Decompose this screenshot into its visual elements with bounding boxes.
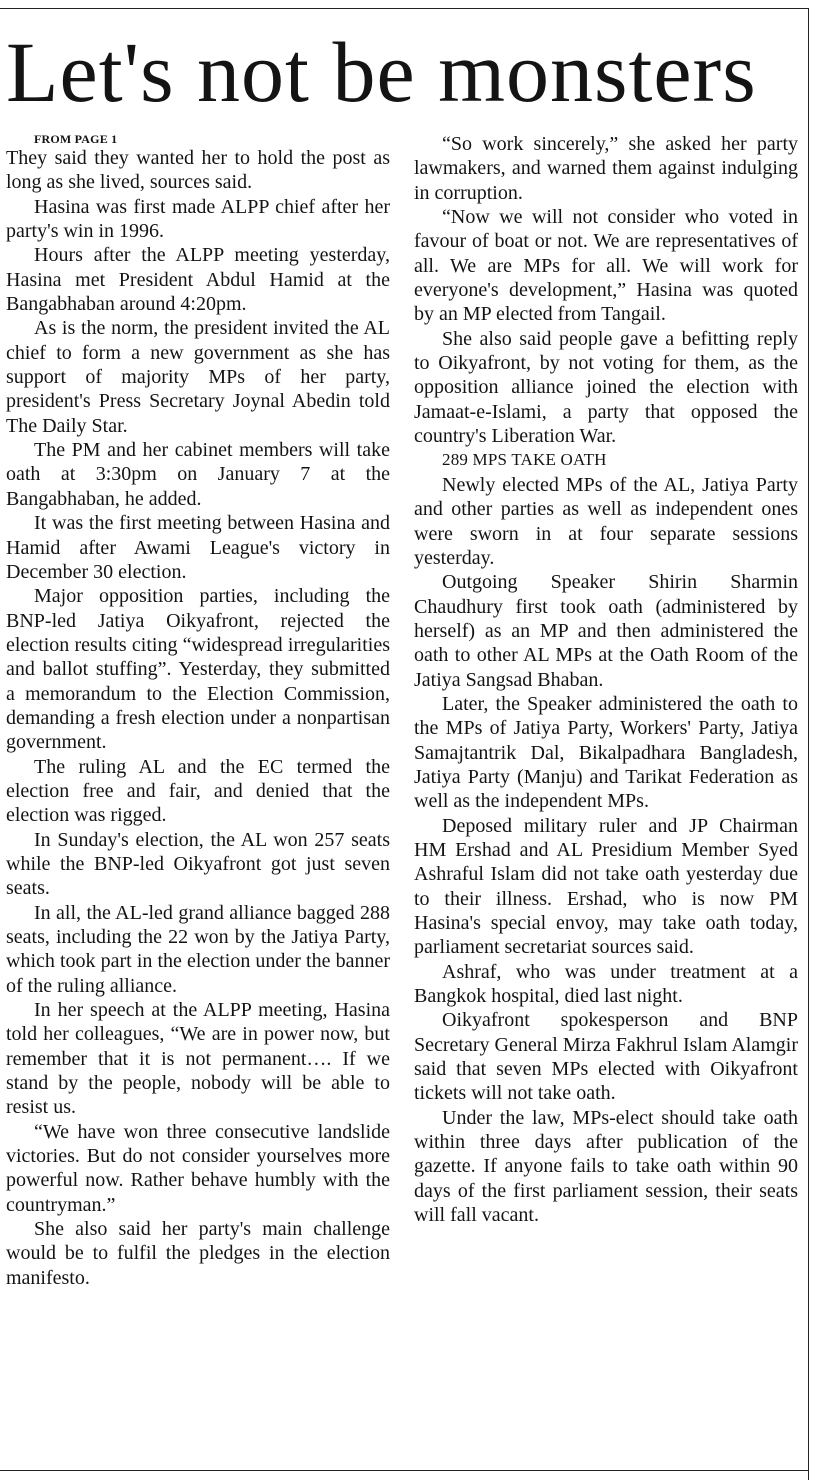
- paragraph: It was the first meeting between Hasina and Hamid after Awami League's victory in December 30 election.: [6, 512, 390, 583]
- subhead: 289 MPS TAKE OATH: [442, 450, 607, 470]
- paragraph: Ashraf, who was under treatment at a Bangkok hospital, died last night.: [414, 960, 798, 1008]
- paragraph: Newly elected MPs of the AL, Jatiya Party and other parties as well as independent ones were sworn in at four separate sessions yesterday.: [414, 473, 798, 569]
- paragraph: In all, the AL-led grand alliance bagged 288 seats, including the 22 won by the Jatiya Party, which took part in the election under the banner of the ruling alliance.: [6, 901, 390, 997]
- bottom-rule: [0, 1470, 808, 1471]
- kicker: FROM PAGE 1: [34, 132, 118, 146]
- paragraph: Major opposition parties, including the BNP-led Jatiya Oikyafront, rejected the election results citing “widespread irregularities and ballot stuffing”. Yesterday, they submitted a memorandum to the Election Commission, demanding a fresh election under a nonpartisan government.: [6, 585, 390, 754]
- paragraph: “So work sincerely,” she asked her party lawmakers, and warned them against indulging in corruption.: [414, 133, 798, 204]
- paragraph: She also said people gave a befitting reply to Oikyafront, by not voting for them, as the opposition alliance joined the election with Jamaat-e-Islami, a party that opposed the country's Liberation War.: [414, 327, 798, 448]
- paragraph: “Now we will not consider who voted in favour of boat or not. We are representatives of all. We are MPs for all. We will work for everyone's development,” Hasina was quoted by an MP elected from Tangail.: [414, 206, 798, 326]
- left-column: [6, 132, 390, 1290]
- top-rule: [0, 8, 808, 9]
- paragraph: Outgoing Speaker Shirin Sharmin Chaudhury first took oath (administered by herself) as an MP and then administered the oath to other AL MPs at the Oath Room of the Jatiya Sangsad Bhaban.: [414, 571, 798, 691]
- paragraph: As is the norm, the president invited the AL chief to form a new government as she has support of majority MPs of her party, president's Press Secretary Joynal Abedin told The Daily Star.: [6, 317, 390, 437]
- paragraph: Deposed military ruler and JP Chairman HM Ershad and AL Presidium Member Syed Ashraful Islam did not take oath yesterday due to their illness. Ershad, who is now PM Hasina's special envoy, may take oath today, parliament secretariat sources said.: [414, 814, 798, 959]
- right-rule: [808, 8, 809, 1480]
- paragraph: Hours after the ALPP meeting yesterday, Hasina met President Abdul Hamid at the Bangabhaban around 4:20pm.: [6, 244, 390, 316]
- paragraph: Hasina was first made ALPP chief after her party's win in 1996.: [6, 195, 390, 243]
- paragraph: They said they wanted her to hold the post as long as she lived, sources said.: [6, 147, 390, 194]
- paragraph: Oikyafront spokesperson and BNP Secretary General Mirza Fakhrul Islam Alamgir said that seven MPs elected with Oikyafront tickets will not take oath.: [414, 1009, 798, 1105]
- paragraph: Later, the Speaker administered the oath to the MPs of Jatiya Party, Workers' Party, Jatiya Samajtantrik Dal, Bikalpadhara Bangladesh, Jatiya Party (Manju) and Tarikat Federation as well as the independent MPs.: [414, 692, 798, 813]
- paragraph: In Sunday's election, the AL won 257 seats while the BNP-led Oikyafront got just seven seats.: [6, 828, 390, 900]
- paragraph: “We have won three consecutive landslide victories. But do not consider yourselves more powerful now. Rather behave humbly with the countryman.”: [6, 1120, 390, 1216]
- paragraph: She also said her party's main challenge would be to fulfil the pledges in the election manifesto.: [6, 1218, 390, 1289]
- right-column: [414, 132, 798, 1227]
- headline: Let's not be monsters: [6, 24, 757, 120]
- paragraph: Under the law, MPs-elect should take oath within three days after publication of the gazette. If anyone fails to take oath within 90 days of the first parliament session, their seats will fall vacant.: [414, 1106, 798, 1227]
- paragraph: The ruling AL and the EC termed the election free and fair, and denied that the election was rigged.: [6, 755, 390, 827]
- paragraph: In her speech at the ALPP meeting, Hasina told her colleagues, “We are in power now, but remember that it is not permanent…. If we stand by the people, nobody will be able to resist us.: [6, 999, 390, 1119]
- paragraph: The PM and her cabinet members will take oath at 3:30pm on January 7 at the Bangabhaban, he added.: [6, 439, 390, 510]
